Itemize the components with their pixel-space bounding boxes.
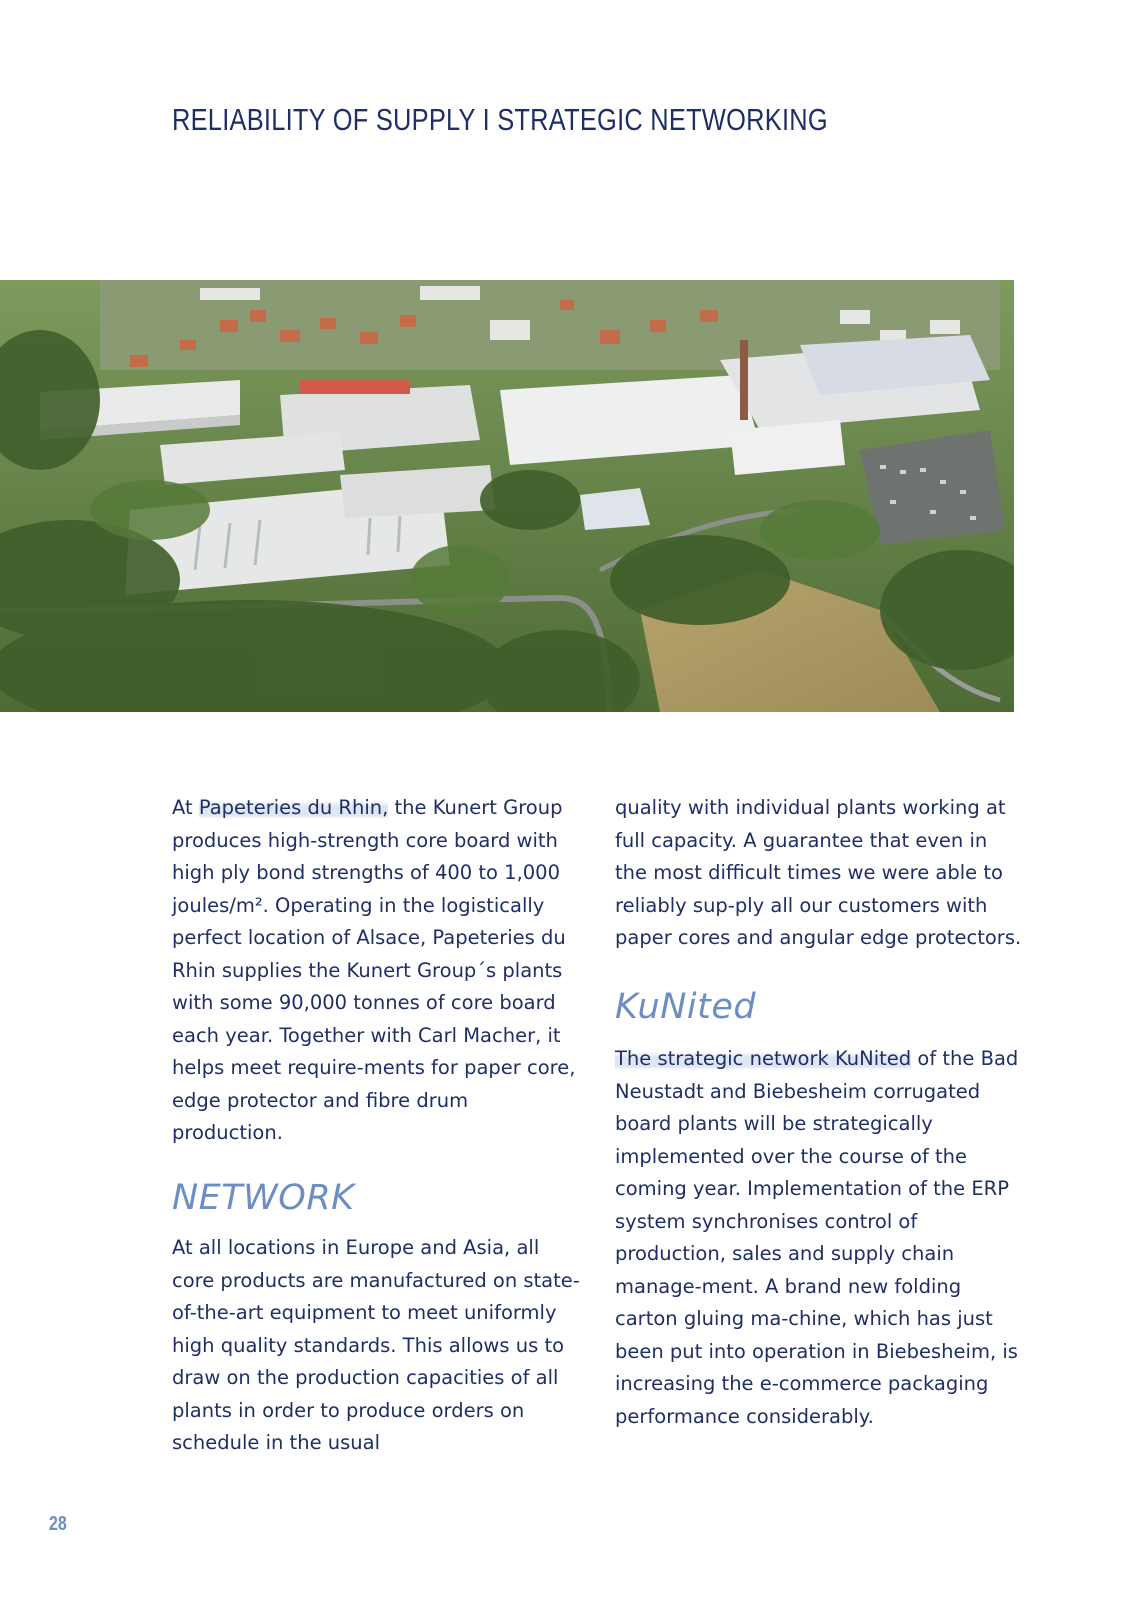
network-paragraph: At all locations in Europe and Asia, all core products are manufactured on state-of-the-art equipment to meet uniformly high quality standards. This allows us to draw on the production capacities of all plants in order to produce orders on schedule in the usual: [172, 1236, 580, 1454]
aerial-factory-photo: [0, 280, 1014, 712]
intro-text: the Kunert Group produces high-strength core board with high ply bond strengths of 400 to 1,000 joules/m². Operating in the logistically perfect location of Alsace, Papeteries du Rhin supplies the Kunert Group´s plants with some 90,000 tonnes of core board each year. Together with Carl Macher, it helps meet require-ments for paper core, edge protector and fibre drum production.: [172, 796, 576, 1144]
kunited-paragraph: [615, 1043, 1025, 1433]
page-number: 28: [49, 1513, 67, 1535]
kunited-heading: KuNited: [615, 986, 757, 1027]
intro-prefix: At: [172, 796, 199, 819]
continued-paragraph: quality with individual plants working at full capacity. A guarantee that even in the most difficult times we were able to reliably sup-ply all our customers with paper cores and angular edge protectors.: [615, 796, 1022, 949]
page-title: RELIABILITY OF SUPPLY I STRATEGIC NETWORKING: [172, 102, 828, 137]
right-column: [615, 792, 1025, 1433]
kunited-highlight: The strategic network KuNited: [615, 1047, 912, 1070]
aerial-photo-illustration: [0, 280, 1014, 712]
kunited-text: of the Bad Neustadt and Biebesheim corrugated board plants will be strategically implemented over the course of the coming year. Implementation of the ERP system synchronises control of production, sales and supply chain manage-ment. A brand new folding carton gluing ma-chine, which has just been put into operation in Biebesheim, is increasing the e-commerce packaging performance considerably.: [615, 1047, 1019, 1428]
left-column: [172, 792, 582, 1460]
intro-highlight: Papeteries du Rhin,: [198, 796, 389, 819]
intro-paragraph: [172, 792, 582, 1150]
network-heading: NETWORK: [172, 1177, 355, 1218]
